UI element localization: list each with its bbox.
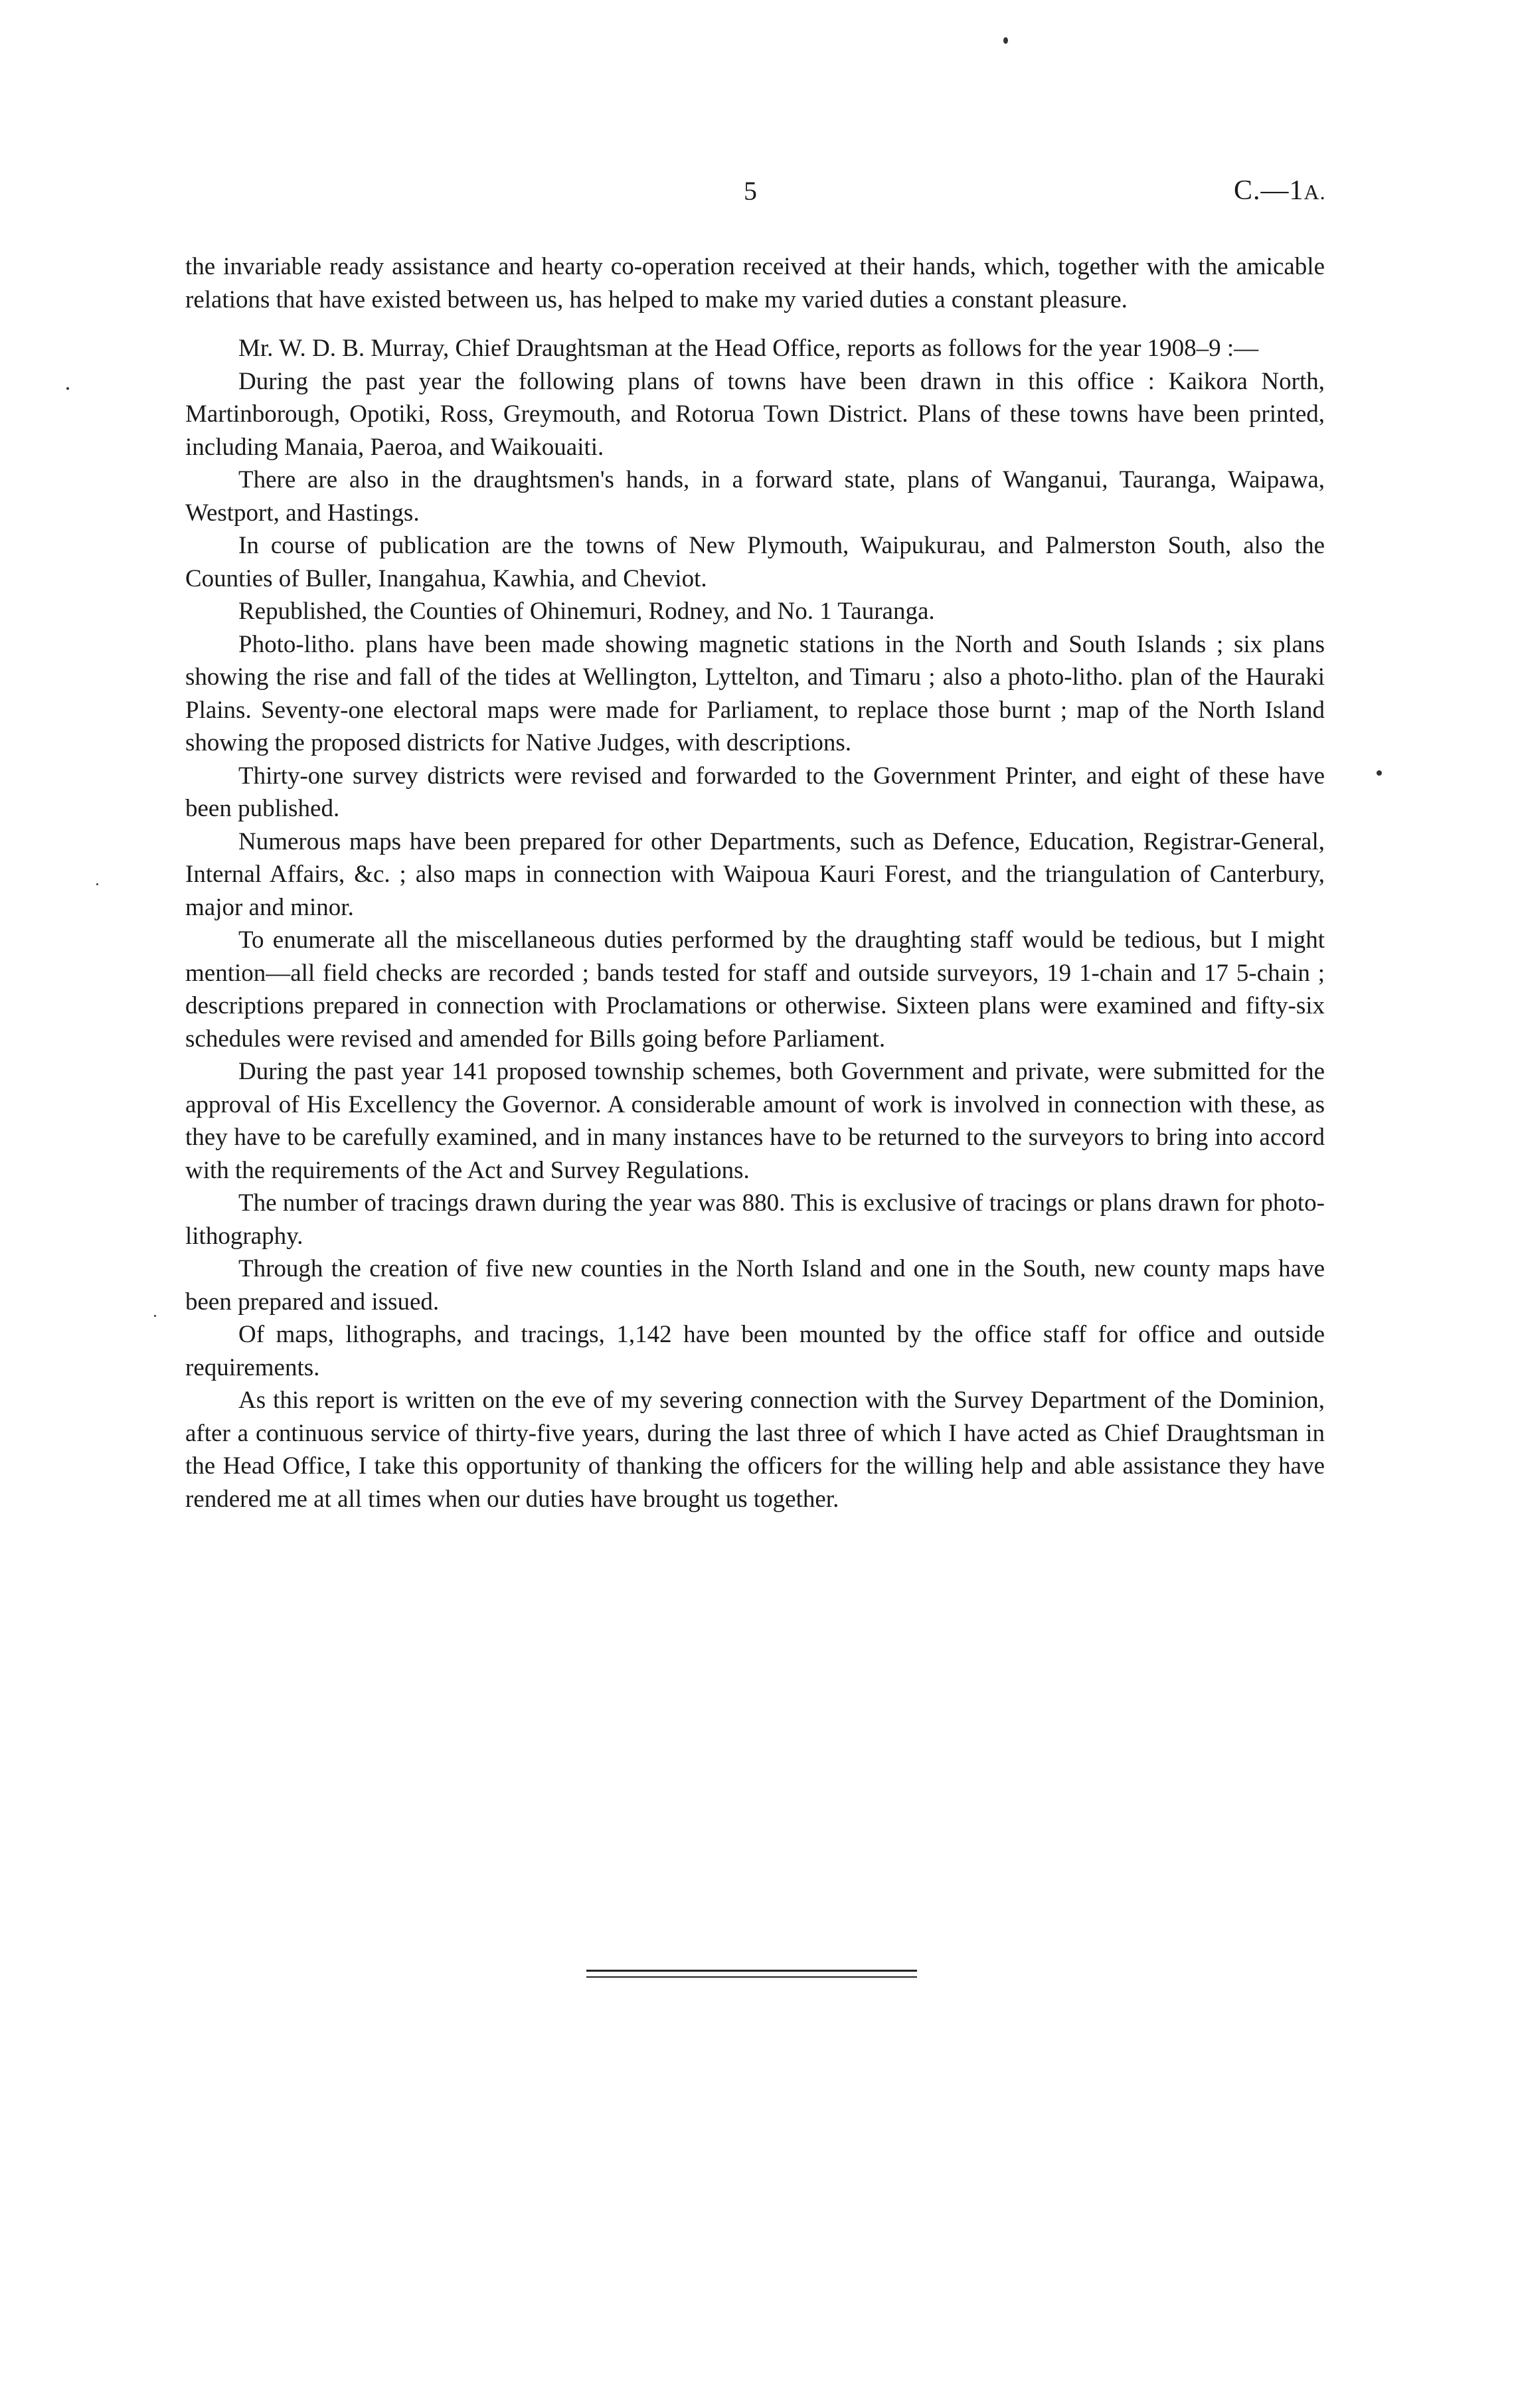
rule-line-top	[586, 1970, 917, 1972]
scan-speck	[96, 883, 98, 885]
paragraph-mounted-maps: Of maps, lithographs, and tracings, 1,142 have been mounted by the office staff for office and outside requirements.	[185, 1321, 1325, 1381]
document-reference	[1234, 177, 1326, 205]
paragraph-survey-districts: Thirty-one survey districts were revised and forwarded to the Government Printer, and eight of these have been published.	[185, 762, 1325, 822]
paragraph-publication: In course of publication are the towns of New Plymouth, Waipukurau, and Palmerston South, also the Counties of Buller, Inangahua, Kawhia, and Cheviot.	[185, 532, 1325, 592]
paragraph-tracings: The number of tracings drawn during the year was 880. This is exclusive of tracings or plans drawn for photo-lithography.	[185, 1189, 1325, 1250]
rule-line-bottom	[586, 1976, 917, 1978]
paragraph-republished: Republished, the Counties of Ohinemuri, Rodney, and No. 1 Tauranga.	[238, 598, 935, 625]
paragraph-new-counties: Through the creation of five new counties in the North Island and one in the South, new county maps have been prepared and issued.	[185, 1255, 1325, 1316]
paragraph-town-plans: During the past year the following plans of towns have been drawn in this office : Kaikora North, Martinborough, Opotiki, Ross, Greymouth, and Rotorua Town District. Plans of these towns have been printed, including Manaia, Paeroa, and Waikouaiti.	[185, 367, 1325, 461]
paragraph-departments: Numerous maps have been prepared for other Departments, such as Defence, Education, Registrar-General, Internal Affairs, &c. ; also maps in connection with Waipoua Kauri Forest, and the triangulation of Canterbury, major and minor.	[185, 827, 1325, 921]
scan-speck	[66, 387, 69, 390]
document-reference-suffix: A.	[1304, 180, 1326, 204]
scan-speck	[1377, 770, 1382, 776]
paragraph-forward-plans: There are also in the draughtsmen's hands, in a forward state, plans of Wanganui, Tauranga, Waipawa, Westport, and Hastings.	[185, 466, 1325, 527]
paragraph-continuation: the invariable ready assistance and hearty co-operation received at their hands, which, together with the amicable relations that have existed between us, has helped to make my varied duties a constant pleasure.	[185, 253, 1325, 313]
report-body	[185, 250, 1325, 1515]
page-number: 5	[744, 176, 757, 206]
document-reference-main: C.—1	[1234, 175, 1304, 206]
section-end-rule	[586, 1970, 917, 1982]
paragraph-closing: As this report is written on the eve of my severing connection with the Survey Department of the Dominion, after a continuous service of thirty-five years, during the last three of which I have acted as Chief Draughtsman in the Head Office, I take this opportunity of thanking the officers for the willing help and able assistance they have rendered me at all times when our duties have brought us together.	[185, 1387, 1325, 1513]
paragraph-miscellaneous-duties: To enumerate all the miscellaneous duties performed by the draughting staff would be tedious, but I might mention—all field checks are recorded ; bands tested for staff and outside surveyors, 19 1-chain and 17 5-chain ; descriptions prepared in connection with Proclamations or otherwise. Sixteen plans were examined and fifty-six schedules were revised and amended for Bills going before Parliament.	[185, 926, 1325, 1053]
scan-speck	[1003, 37, 1008, 44]
paragraph-photo-litho: Photo-litho. plans have been made showing magnetic stations in the North and South Islands ; six plans showing the rise and fall of the tides at Wellington, Lyttelton, and Timaru ; also a photo-litho. plan of the Hauraki Plains. Seventy-one electoral maps were made for Parliament, to replace those burnt ; map of the North Island showing the proposed districts for Native Judges, with descriptions.	[185, 630, 1325, 756]
paragraph-introduction: Mr. W. D. B. Murray, Chief Draughtsman at the Head Office, reports as follows for the year 1908–9 :—	[238, 335, 1259, 362]
paragraph-township-schemes: During the past year 141 proposed township schemes, both Government and private, were submitted for the approval of His Excellency the Governor. A considerable amount of work is involved in connection with these, as they have to be carefully examined, and in many instances have to be returned to the surveyors to bring into accord with the requirements of the Act and Survey Regulations.	[185, 1058, 1325, 1184]
scan-speck	[154, 1315, 156, 1317]
